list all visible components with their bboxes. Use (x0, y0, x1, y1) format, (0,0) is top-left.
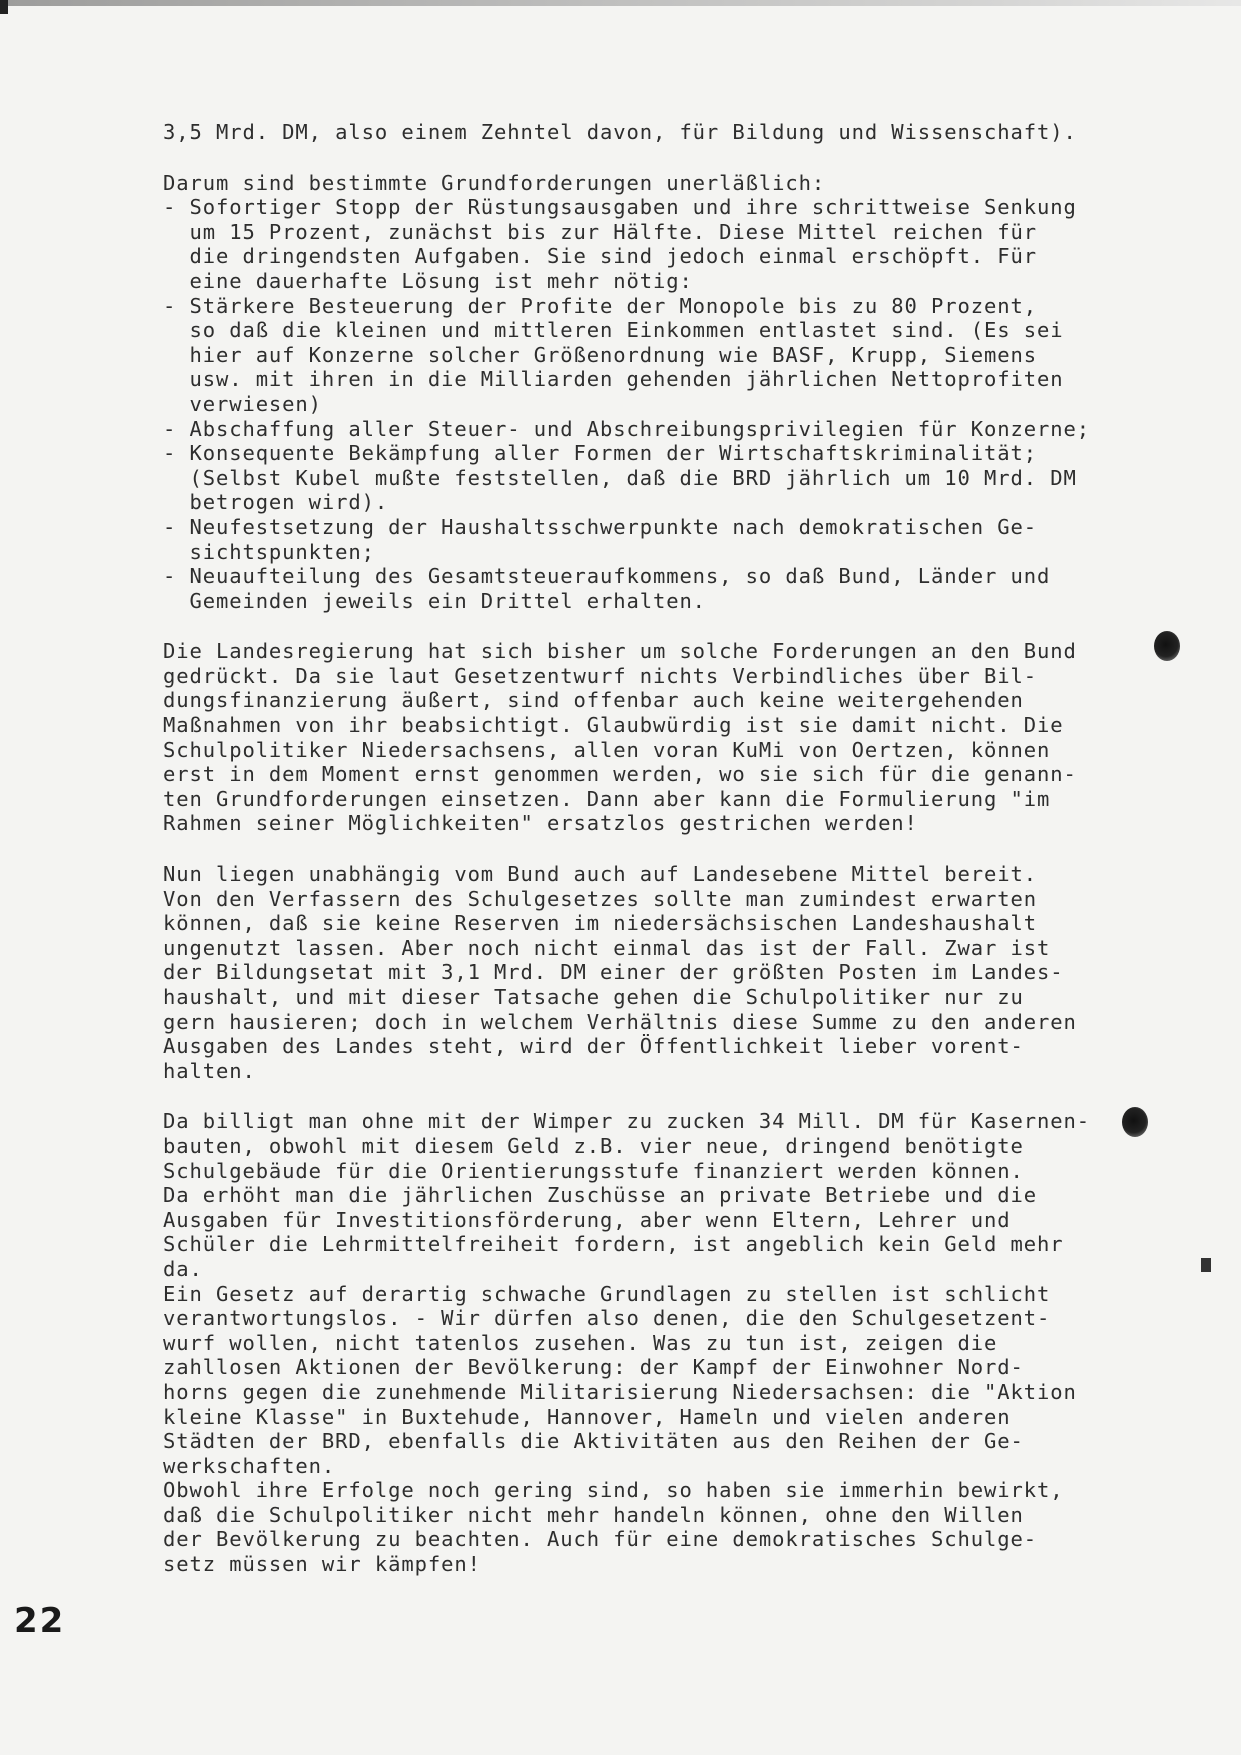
text-line: kleine Klasse" in Buxtehude, Hannover, Hameln und vielen anderen (163, 1404, 1011, 1429)
paragraph-gap (163, 613, 1203, 639)
text-line: so daß die kleinen und mittleren Einkommen entlastet sind. (Es sei (163, 318, 1064, 343)
paragraph (163, 120, 1203, 145)
text-line: - Sofortiger Stopp der Rüstungsausgaben und ihre schrittweise Senkung (163, 195, 1077, 220)
text-line: gern hausieren; doch in welchem Verhältnis diese Summe zu den anderen (163, 1009, 1077, 1034)
paragraph (163, 1109, 1203, 1576)
paragraph-gap (163, 836, 1203, 862)
text-line: Da erhöht man die jährlichen Zuschüsse an private Betriebe und die (163, 1183, 1037, 1208)
text-line: Obwohl ihre Erfolge noch gering sind, so haben sie immerhin bewirkt, (163, 1478, 1064, 1503)
text-line: Schüler die Lehrmittelfreiheit fordern, ist angeblich kein Geld mehr (163, 1232, 1064, 1257)
text-line: bauten, obwohl mit diesem Geld z.B. vier neue, dringend benötigte (163, 1133, 1024, 1158)
text-line: um 15 Prozent, zunächst bis zur Hälfte. Diese Mittel reichen für (163, 219, 1037, 244)
text-line: Rahmen seiner Möglichkeiten" ersatzlos gestrichen werden! (163, 811, 918, 836)
top-edge-rule (0, 0, 1241, 6)
paragraph (163, 171, 1203, 614)
text-line: Von den Verfassern des Schulgesetzes sollte man zumindest erwarten (163, 886, 1037, 911)
text-line: Schulgebäude für die Orientierungsstufe finanziert werden können. (163, 1158, 1024, 1183)
text-line: horns gegen die zunehmende Militarisierung Niedersachsen: die "Aktion (163, 1379, 1077, 1404)
text-line: da. (163, 1256, 203, 1281)
text-line: werkschaften. (163, 1453, 336, 1478)
text-line: (Selbst Kubel mußte feststellen, daß die BRD jährlich um 10 Mrd. DM (163, 465, 1077, 490)
text-line: Schulpolitiker Niedersachsens, allen voran KuMi von Oertzen, können (163, 737, 1051, 762)
text-line: haushalt, und mit dieser Tatsache gehen die Schulpolitiker nur zu (163, 985, 1024, 1009)
text-line: usw. mit ihren in die Milliarden gehenden jährlichen Nettoprofiten (163, 367, 1064, 392)
text-line: hier auf Konzerne solcher Größenordnung wie BASF, Krupp, Siemens (163, 342, 1037, 367)
text-line: Ausgaben des Landes steht, wird der Öffentlichkeit lieber vorent- (163, 1034, 1024, 1059)
text-line: setz müssen wir kämpfen! (163, 1552, 481, 1577)
text-line: Maßnahmen von ihr beabsichtigt. Glaubwürdig ist sie damit nicht. Die (163, 713, 1064, 738)
text-line: - Konsequente Bekämpfung aller Formen der Wirtschaftskriminalität; (163, 441, 1037, 466)
text-line: Die Landesregierung hat sich bisher um solche Forderungen an den Bund (163, 639, 1077, 664)
paragraph-gap (163, 145, 1203, 171)
text-line: 3,5 Mrd. DM, also einem Zehntel davon, für Bildung und Wissenschaft). (163, 120, 1077, 144)
text-line: Darum sind bestimmte Grundforderungen unerläßlich: (163, 170, 826, 195)
text-line: verantwortungslos. - Wir dürfen also denen, die den Schulgesetzent- (163, 1306, 1051, 1331)
text-line: betrogen wird). (163, 490, 389, 515)
text-line: ungenutzt lassen. Aber noch nicht einmal das ist der Fall. Zwar ist (163, 935, 1051, 960)
text-line: Ausgaben für Investitionsförderung, aber wenn Eltern, Lehrer und (163, 1207, 1011, 1232)
text-line: daß die Schulpolitiker nicht mehr handeln können, ohne den Willen (163, 1502, 1024, 1527)
text-line: wurf wollen, nicht tatenlos zusehen. Was zu tun ist, zeigen die (163, 1330, 998, 1355)
paragraph (163, 639, 1203, 836)
text-line: die dringendsten Aufgaben. Sie sind jedoch einmal erschöpft. Für (163, 244, 1037, 269)
text-line: Gemeinden jeweils ein Drittel erhalten. (163, 588, 706, 613)
text-line: - Abschaffung aller Steuer- und Abschreibungsprivilegien für Konzerne; (163, 416, 1090, 441)
text-line: halten. (163, 1058, 256, 1083)
text-line: Ein Gesetz auf derartig schwache Grundlagen zu stellen ist schlicht (163, 1281, 1051, 1306)
paragraph (163, 862, 1203, 1083)
text-line: eine dauerhafte Lösung ist mehr nötig: (163, 268, 693, 293)
text-line: der Bildungsetat mit 3,1 Mrd. DM einer der größten Posten im Landes- (163, 960, 1064, 985)
paragraph-gap (163, 1083, 1203, 1109)
text-line: gedrückt. Da sie laut Gesetzentwurf nichts Verbindliches über Bil- (163, 663, 1037, 688)
text-line: - Stärkere Besteuerung der Profite der Monopole bis zu 80 Prozent, (163, 293, 1037, 318)
text-line: dungsfinanzierung äußert, sind offenbar auch keine weitergehenden (163, 688, 1024, 713)
corner-mark (0, 0, 8, 14)
page-number: 22 (14, 1601, 66, 1641)
text-line: Da billigt man ohne mit der Wimper zu zucken 34 Mill. DM für Kasernen- (163, 1109, 1090, 1134)
text-line: ten Grundforderungen einsetzen. Dann aber kann die Formulierung "im (163, 786, 1051, 811)
text-line: erst in dem Moment ernst genommen werden, wo sie sich für die genann- (163, 762, 1077, 787)
text-line: Städten der BRD, ebenfalls die Aktivitäten aus den Reihen der Ge- (163, 1429, 1024, 1454)
text-line: verwiesen) (163, 391, 322, 416)
typewritten-body (163, 120, 1203, 1577)
text-line: können, daß sie keine Reserven im niedersächsischen Landeshaushalt (163, 911, 1037, 936)
text-line: der Bevölkerung zu beachten. Auch für eine demokratisches Schulge- (163, 1527, 1037, 1552)
text-line: - Neufestsetzung der Haushaltsschwerpunkte nach demokratischen Ge- (163, 514, 1037, 539)
text-line: zahllosen Aktionen der Bevölkerung: der Kampf der Einwohner Nord- (163, 1355, 1024, 1380)
text-line: sichtspunkten; (163, 539, 375, 564)
text-line: - Neuaufteilung des Gesamtsteueraufkommens, so daß Bund, Länder und (163, 564, 1051, 589)
text-line: Nun liegen unabhängig vom Bund auch auf Landesebene Mittel bereit. (163, 862, 1037, 887)
